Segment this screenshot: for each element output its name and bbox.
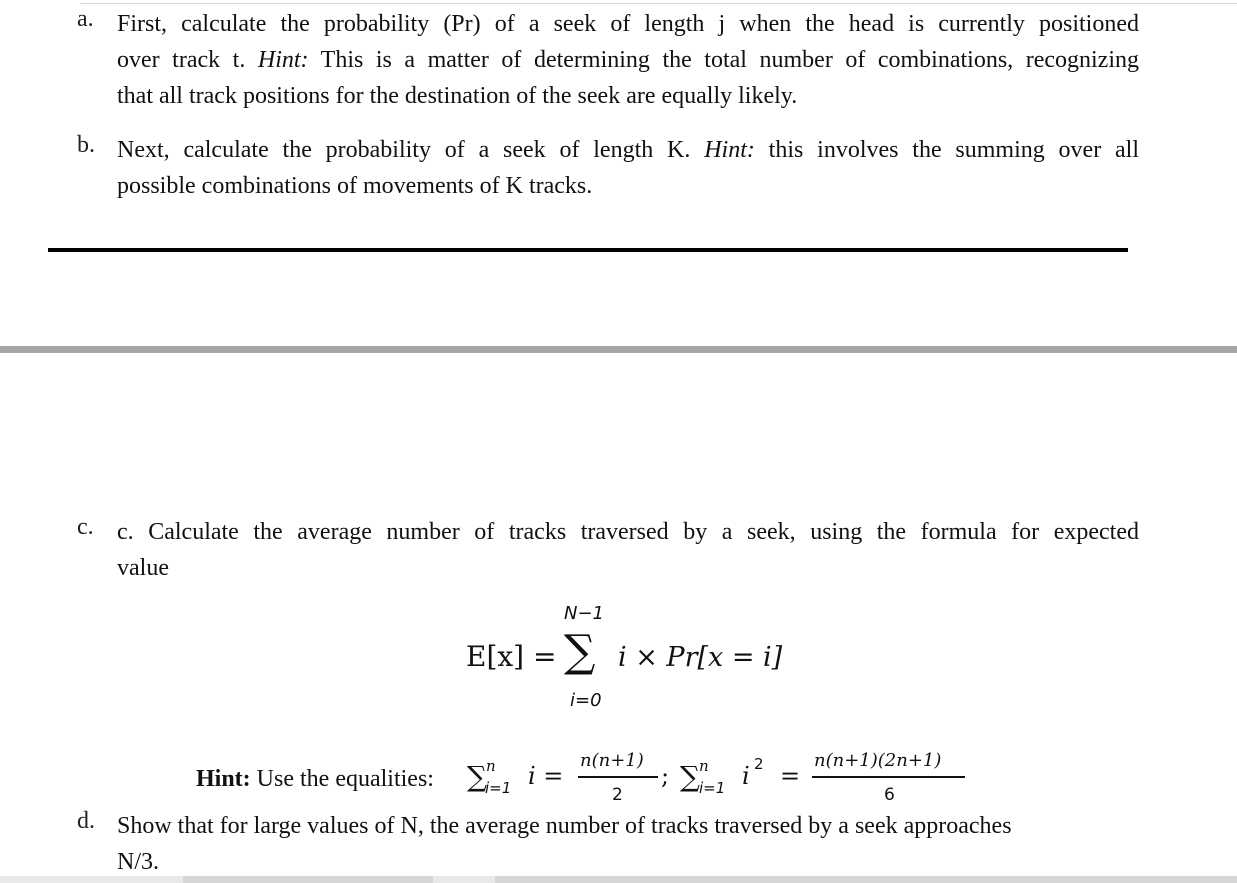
hint-sum-2-lower: i=1 <box>699 779 726 797</box>
formula-lhs: E[x] = <box>466 640 557 673</box>
hint-label-a: Hint: <box>257 47 309 73</box>
formula-body: i × Pr[x = i] <box>618 642 783 673</box>
hint-sum-2-upper: n <box>699 757 709 775</box>
fraction-2-denominator: 6 <box>884 785 895 805</box>
scrollbar-segment <box>183 876 433 883</box>
hint-bold-label: Hint: <box>196 766 251 792</box>
question-a-text: over track t. <box>117 47 258 73</box>
hint-sum-2-exponent: 2 <box>754 755 764 773</box>
summation-symbol: ∑ <box>564 626 596 677</box>
question-a-line-3: that all track positions for the destination of the seek are equally likely. <box>117 83 798 109</box>
question-b-text: Next, calculate the probability of a seek of length K. <box>117 137 705 163</box>
question-c-line-2: value <box>117 555 169 581</box>
question-a-line-1: First, calculate the probability (Pr) of a seek of length j when the head is currently positioned <box>117 11 1139 37</box>
question-b-text-cont: this involves the summing over all <box>754 137 1139 163</box>
question-a-line-2 <box>117 42 1139 78</box>
item-marker-d: d. <box>77 808 95 834</box>
hint-sum-symbol-1: ∑ <box>467 760 487 793</box>
fraction-1-bar <box>578 776 658 778</box>
section-divider-gray <box>0 346 1237 353</box>
hint-sum-1-term: i = <box>528 762 564 790</box>
fraction-2-bar <box>812 776 965 778</box>
hint-sum-1-upper: n <box>486 757 496 775</box>
question-b-line-1 <box>117 132 1139 168</box>
question-d-line-2: N/3. <box>117 849 159 875</box>
hint-text <box>196 764 434 794</box>
fraction-1-numerator: n(n+1) <box>580 750 644 771</box>
hint-separator: ; <box>661 762 670 790</box>
question-c-line-1: c. Calculate the average number of tracks traversed by a seek, using the formula for expected <box>117 519 1139 545</box>
hint-sum-symbol-2: ∑ <box>680 760 700 793</box>
hint-description: Use the equalities: <box>250 766 434 792</box>
hint-equals: = <box>780 762 801 790</box>
horizontal-scrollbar[interactable] <box>0 876 1237 883</box>
top-divider <box>80 3 1237 4</box>
fraction-1-denominator: 2 <box>612 785 623 805</box>
question-a-text-cont: This is a matter of determining the total number of combinations, recognizing <box>308 47 1140 73</box>
sum-upper-limit: N−1 <box>564 603 604 624</box>
question-b-line-2: possible combinations of movements of K tracks. <box>117 173 593 199</box>
scrollbar-thumb[interactable] <box>495 876 1237 883</box>
item-marker-a: a. <box>77 6 94 32</box>
item-marker-c: c. <box>77 514 94 540</box>
sum-lower-limit: i=0 <box>570 690 602 711</box>
hint-label-b: Hint: <box>704 137 755 163</box>
hint-sum-2-term: i <box>742 762 750 790</box>
fraction-2-numerator: n(n+1)(2n+1) <box>814 750 942 771</box>
section-divider-black <box>48 248 1128 252</box>
item-marker-b: b. <box>77 132 95 158</box>
hint-sum-1-lower: i=1 <box>485 779 512 797</box>
question-d-line-1: Show that for large values of N, the average number of tracks traversed by a seek approaches <box>117 813 1012 839</box>
